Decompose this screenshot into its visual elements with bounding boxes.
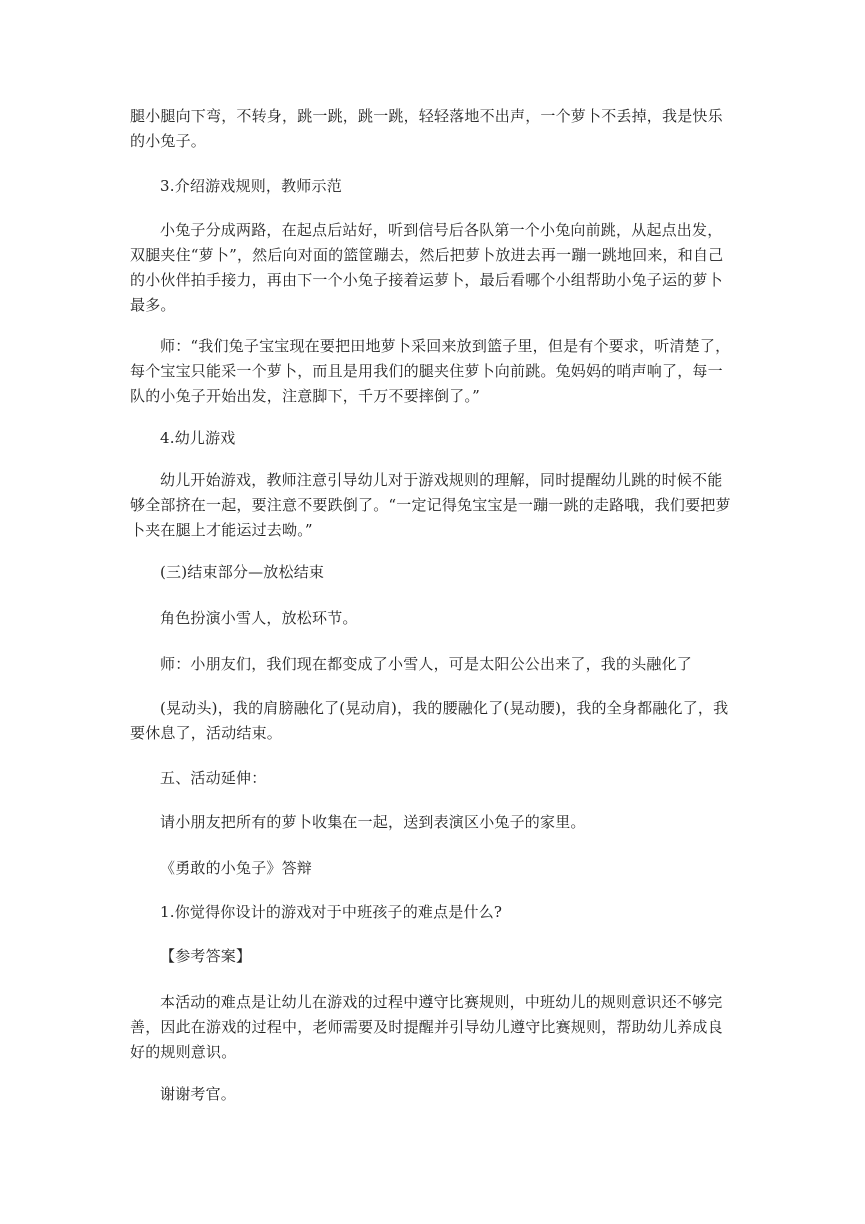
text-line: 【参考答案】 — [160, 947, 252, 965]
paragraph-teacher-1 — [130, 334, 735, 409]
text-line: 的小兔子。 — [130, 132, 207, 150]
heading-defense — [130, 856, 735, 881]
text-line: (三)结束部分—放松结束 — [160, 563, 325, 581]
paragraph-teacher-2 — [130, 652, 735, 677]
text-line: 善，因此在游戏的过程中，老师需要及时提醒并引导幼儿遵守比赛规则，帮助幼儿养成良 — [130, 1018, 723, 1036]
section-heading-4 — [130, 426, 735, 451]
text-line: 3.介绍游戏规则，教师示范 — [160, 177, 342, 195]
section-heading-3 — [130, 174, 735, 199]
paragraph-teacher-2b — [130, 696, 735, 746]
answer-label — [130, 944, 735, 969]
text-line: 好的规则意识。 — [130, 1043, 237, 1061]
text-line: 最多。 — [130, 296, 176, 314]
text-line: (晃动头)，我的肩膀融化了(晃动肩)，我的腰融化了(晃动腰)，我的全身都融化了，我 — [160, 699, 729, 717]
paragraph-thanks — [130, 1082, 735, 1107]
paragraph-children-game — [130, 468, 735, 543]
paragraph-extension — [130, 810, 735, 835]
text-line: 1.你觉得你设计的游戏对于中班孩子的难点是什么? — [160, 903, 503, 921]
text-line: 双腿夹住“萝卜”，然后向对面的篮筐蹦去，然后把萝卜放进去再一蹦一跳地回来，和自己 — [130, 246, 724, 264]
text-line: 《勇敢的小兔子》答辩 — [160, 859, 313, 877]
text-line: 本活动的难点是让幼儿在游戏的过程中遵守比赛规则，中班幼儿的规则意识还不够完 — [160, 993, 723, 1011]
text-line: 的小伙伴拍手接力，再由下一个小兔子接着运萝卜，最后看哪个小组帮助小兔子运的萝卜 — [130, 271, 723, 289]
paragraph-continued — [130, 104, 735, 154]
text-line: 师：“我们兔子宝宝现在要把田地萝卜采回来放到篮子里，但是有个要求，听清楚了， — [160, 337, 731, 355]
paragraph-snowman — [130, 606, 735, 631]
text-line: 每个宝宝只能采一个萝卜，而且是用我们的腿夹住萝卜向前跳。兔妈妈的哨声响了，每一 — [130, 362, 723, 380]
text-line: 够全部挤在一起，要注意不要跌倒了。“一定记得兔宝宝是一蹦一跳的走路哦，我们要把萝 — [130, 496, 731, 514]
text-line: 小兔子分成两路，在起点后站好，听到信号后各队第一个小兔向前跳，从起点出发， — [160, 221, 723, 239]
text-line: 师：小朋友们，我们现在都变成了小雪人，可是太阳公公出来了，我的头融化了 — [160, 655, 693, 673]
question-1 — [130, 900, 735, 925]
text-line: 五、活动延伸： — [160, 769, 267, 787]
paragraph-answer — [130, 990, 735, 1065]
text-line: 角色扮演小雪人，放松环节。 — [160, 609, 358, 627]
text-line: 4.幼儿游戏 — [160, 429, 236, 447]
text-line: 要休息了，活动结束。 — [130, 724, 283, 742]
text-line: 腿小腿向下弯，不转身，跳一跳，跳一跳，轻轻落地不出声，一个萝卜不丢掉，我是快乐 — [130, 107, 723, 125]
section-heading-5 — [130, 766, 735, 791]
text-line: 卜夹在腿上才能运过去呦。” — [130, 521, 313, 539]
paragraph-rules — [130, 218, 735, 318]
text-line: 请小朋友把所有的萝卜收集在一起，送到表演区小兔子的家里。 — [160, 813, 586, 831]
text-line: 谢谢考官。 — [160, 1085, 237, 1103]
text-line: 幼儿开始游戏，教师注意引导幼儿对于游戏规则的理解，同时提醒幼儿跳的时候不能 — [160, 471, 723, 489]
text-line: 队的小兔子开始出发，注意脚下，千万不要摔倒了。” — [130, 387, 480, 405]
section-heading-end — [130, 560, 735, 585]
